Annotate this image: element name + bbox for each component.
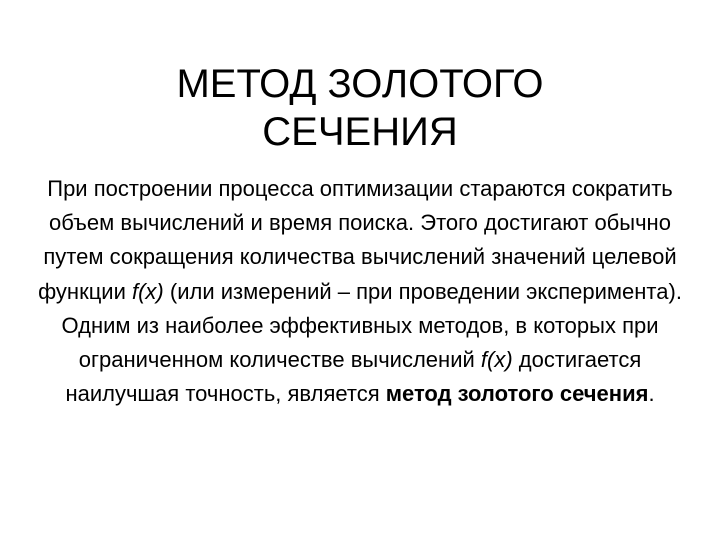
body-text-part-2: (или измерений – при проведении эксперимента). Одним из наиболее эффективных методов, в которых при ограниченном количестве вычислений bbox=[61, 278, 682, 373]
function-notation-1: f(x) bbox=[131, 278, 164, 304]
slide-title-line-1: МЕТОД ЗОЛОТОГО bbox=[176, 62, 544, 106]
body-text-part-3: достигается наилучшая точность, является bbox=[65, 347, 642, 407]
slide-title-line-2: СЕЧЕНИЯ bbox=[262, 110, 458, 154]
body-text-end: . bbox=[648, 381, 655, 407]
function-notation-2: f(x) bbox=[480, 347, 513, 373]
slide-title bbox=[60, 60, 660, 156]
highlighted-term: метод золотого сечения bbox=[385, 381, 649, 407]
slide-body-text bbox=[36, 172, 684, 411]
body-text-part-1: При построении процесса оптимизации стараются сократить объем вычислений и время поиска. Этого достигают обычно путем сокращения количества вычислений значений целевой функции bbox=[38, 176, 677, 304]
